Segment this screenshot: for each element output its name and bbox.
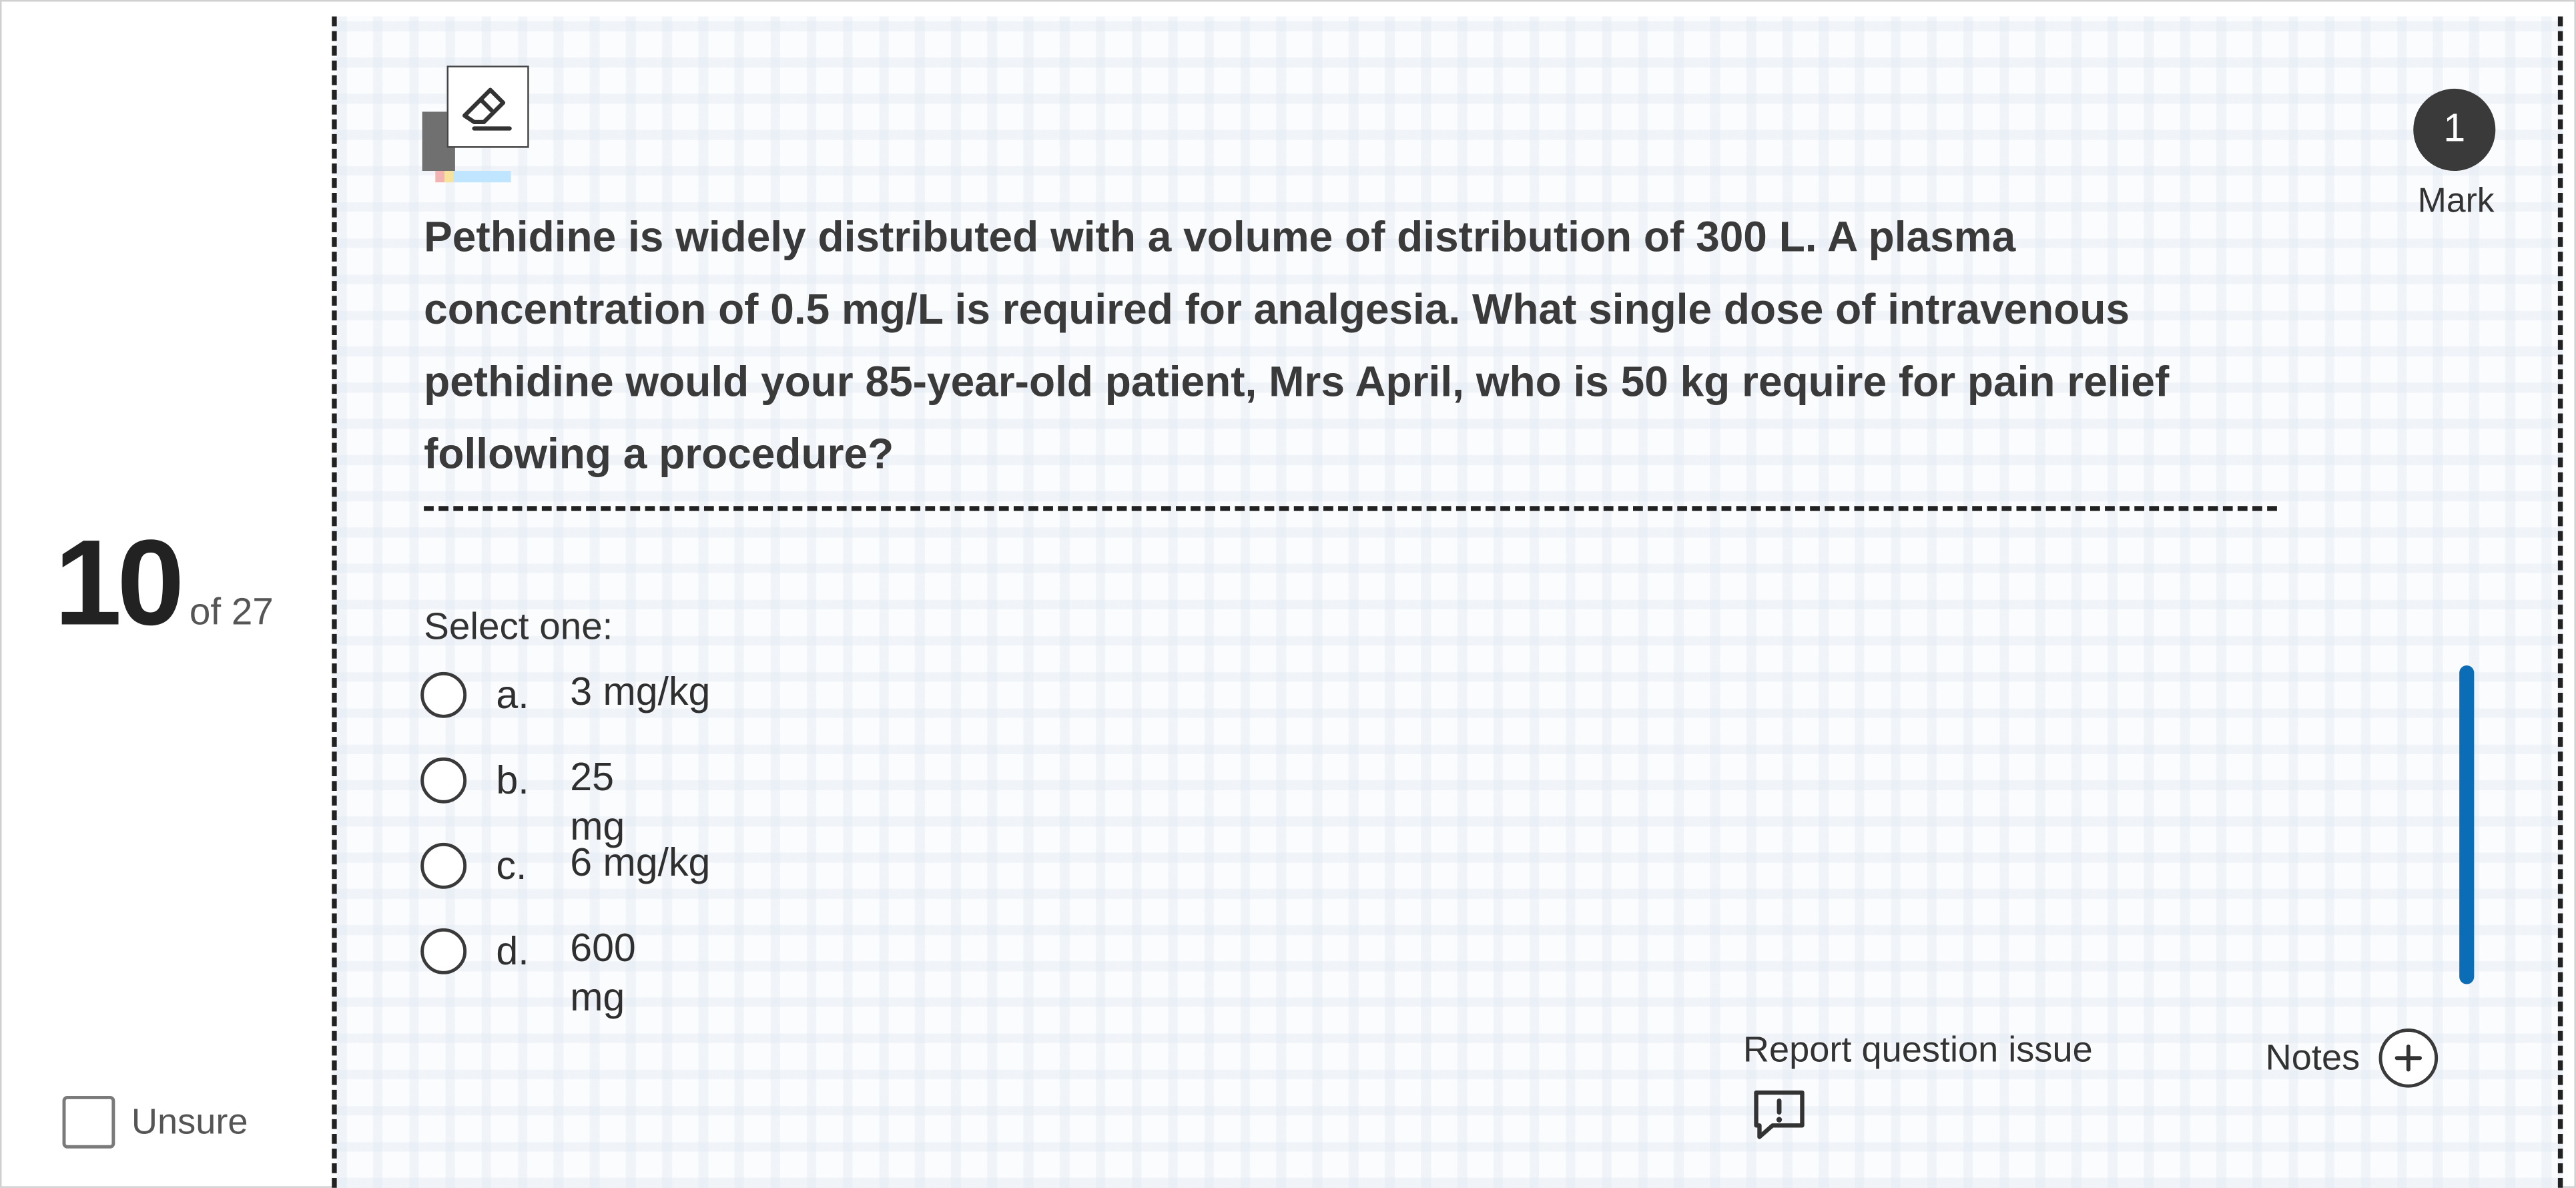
unsure-toggle[interactable] xyxy=(63,1096,248,1149)
notes-add-button[interactable] xyxy=(2380,1028,2439,1088)
question-number-value: 10 xyxy=(54,514,180,651)
option-a[interactable] xyxy=(420,670,711,719)
option-c[interactable] xyxy=(420,841,711,890)
option-a-radio[interactable] xyxy=(420,672,466,718)
option-d-text: 600 mg xyxy=(570,926,636,1020)
notes-control[interactable] xyxy=(2266,1028,2439,1088)
notes-label: Notes xyxy=(2265,1036,2360,1078)
option-c-letter: c. xyxy=(496,844,527,889)
option-a-letter: a. xyxy=(496,673,529,718)
mark-count-badge: 1 xyxy=(2413,89,2495,171)
report-comment-icon[interactable] xyxy=(1750,1088,1809,1144)
question-number xyxy=(54,514,274,651)
option-d[interactable] xyxy=(420,926,660,1020)
mark-label: Mark xyxy=(2417,182,2495,220)
option-b[interactable] xyxy=(420,756,660,852)
color-strip xyxy=(435,171,511,182)
select-instruction: Select one: xyxy=(424,604,613,647)
answers-scrollbar[interactable] xyxy=(2459,665,2474,984)
eraser-icon xyxy=(448,67,526,145)
stem-divider xyxy=(424,506,2277,511)
eraser-tool[interactable] xyxy=(422,65,525,190)
option-b-letter: b. xyxy=(496,759,529,804)
option-c-radio[interactable] xyxy=(420,843,466,889)
unsure-label: Unsure xyxy=(131,1101,248,1142)
plus-icon xyxy=(2394,1043,2424,1073)
question-stem: Pethidine is widely distributed with a volume of distribution of 300 L. A plasma concentration of 0.5 mg/L is required for analgesia. What single dose of intravenous pethidine would your 85-year-old patient, Mrs April, who is 50 kg require for pain relief following a procedure? xyxy=(424,212,2170,479)
option-d-letter: d. xyxy=(496,930,529,974)
question-total: of 27 xyxy=(189,589,274,633)
unsure-checkbox[interactable] xyxy=(63,1096,115,1149)
report-question-issue[interactable]: Report question issue xyxy=(1742,1028,2093,1070)
option-b-text: 25 mg xyxy=(570,756,625,850)
option-d-radio[interactable] xyxy=(420,928,466,974)
option-a-text: 3 mg/kg xyxy=(570,670,711,715)
option-c-text: 6 mg/kg xyxy=(570,841,711,886)
question-panel xyxy=(332,17,2563,1188)
option-b-radio[interactable] xyxy=(420,758,466,804)
eraser-tool-tile[interactable] xyxy=(447,65,529,147)
